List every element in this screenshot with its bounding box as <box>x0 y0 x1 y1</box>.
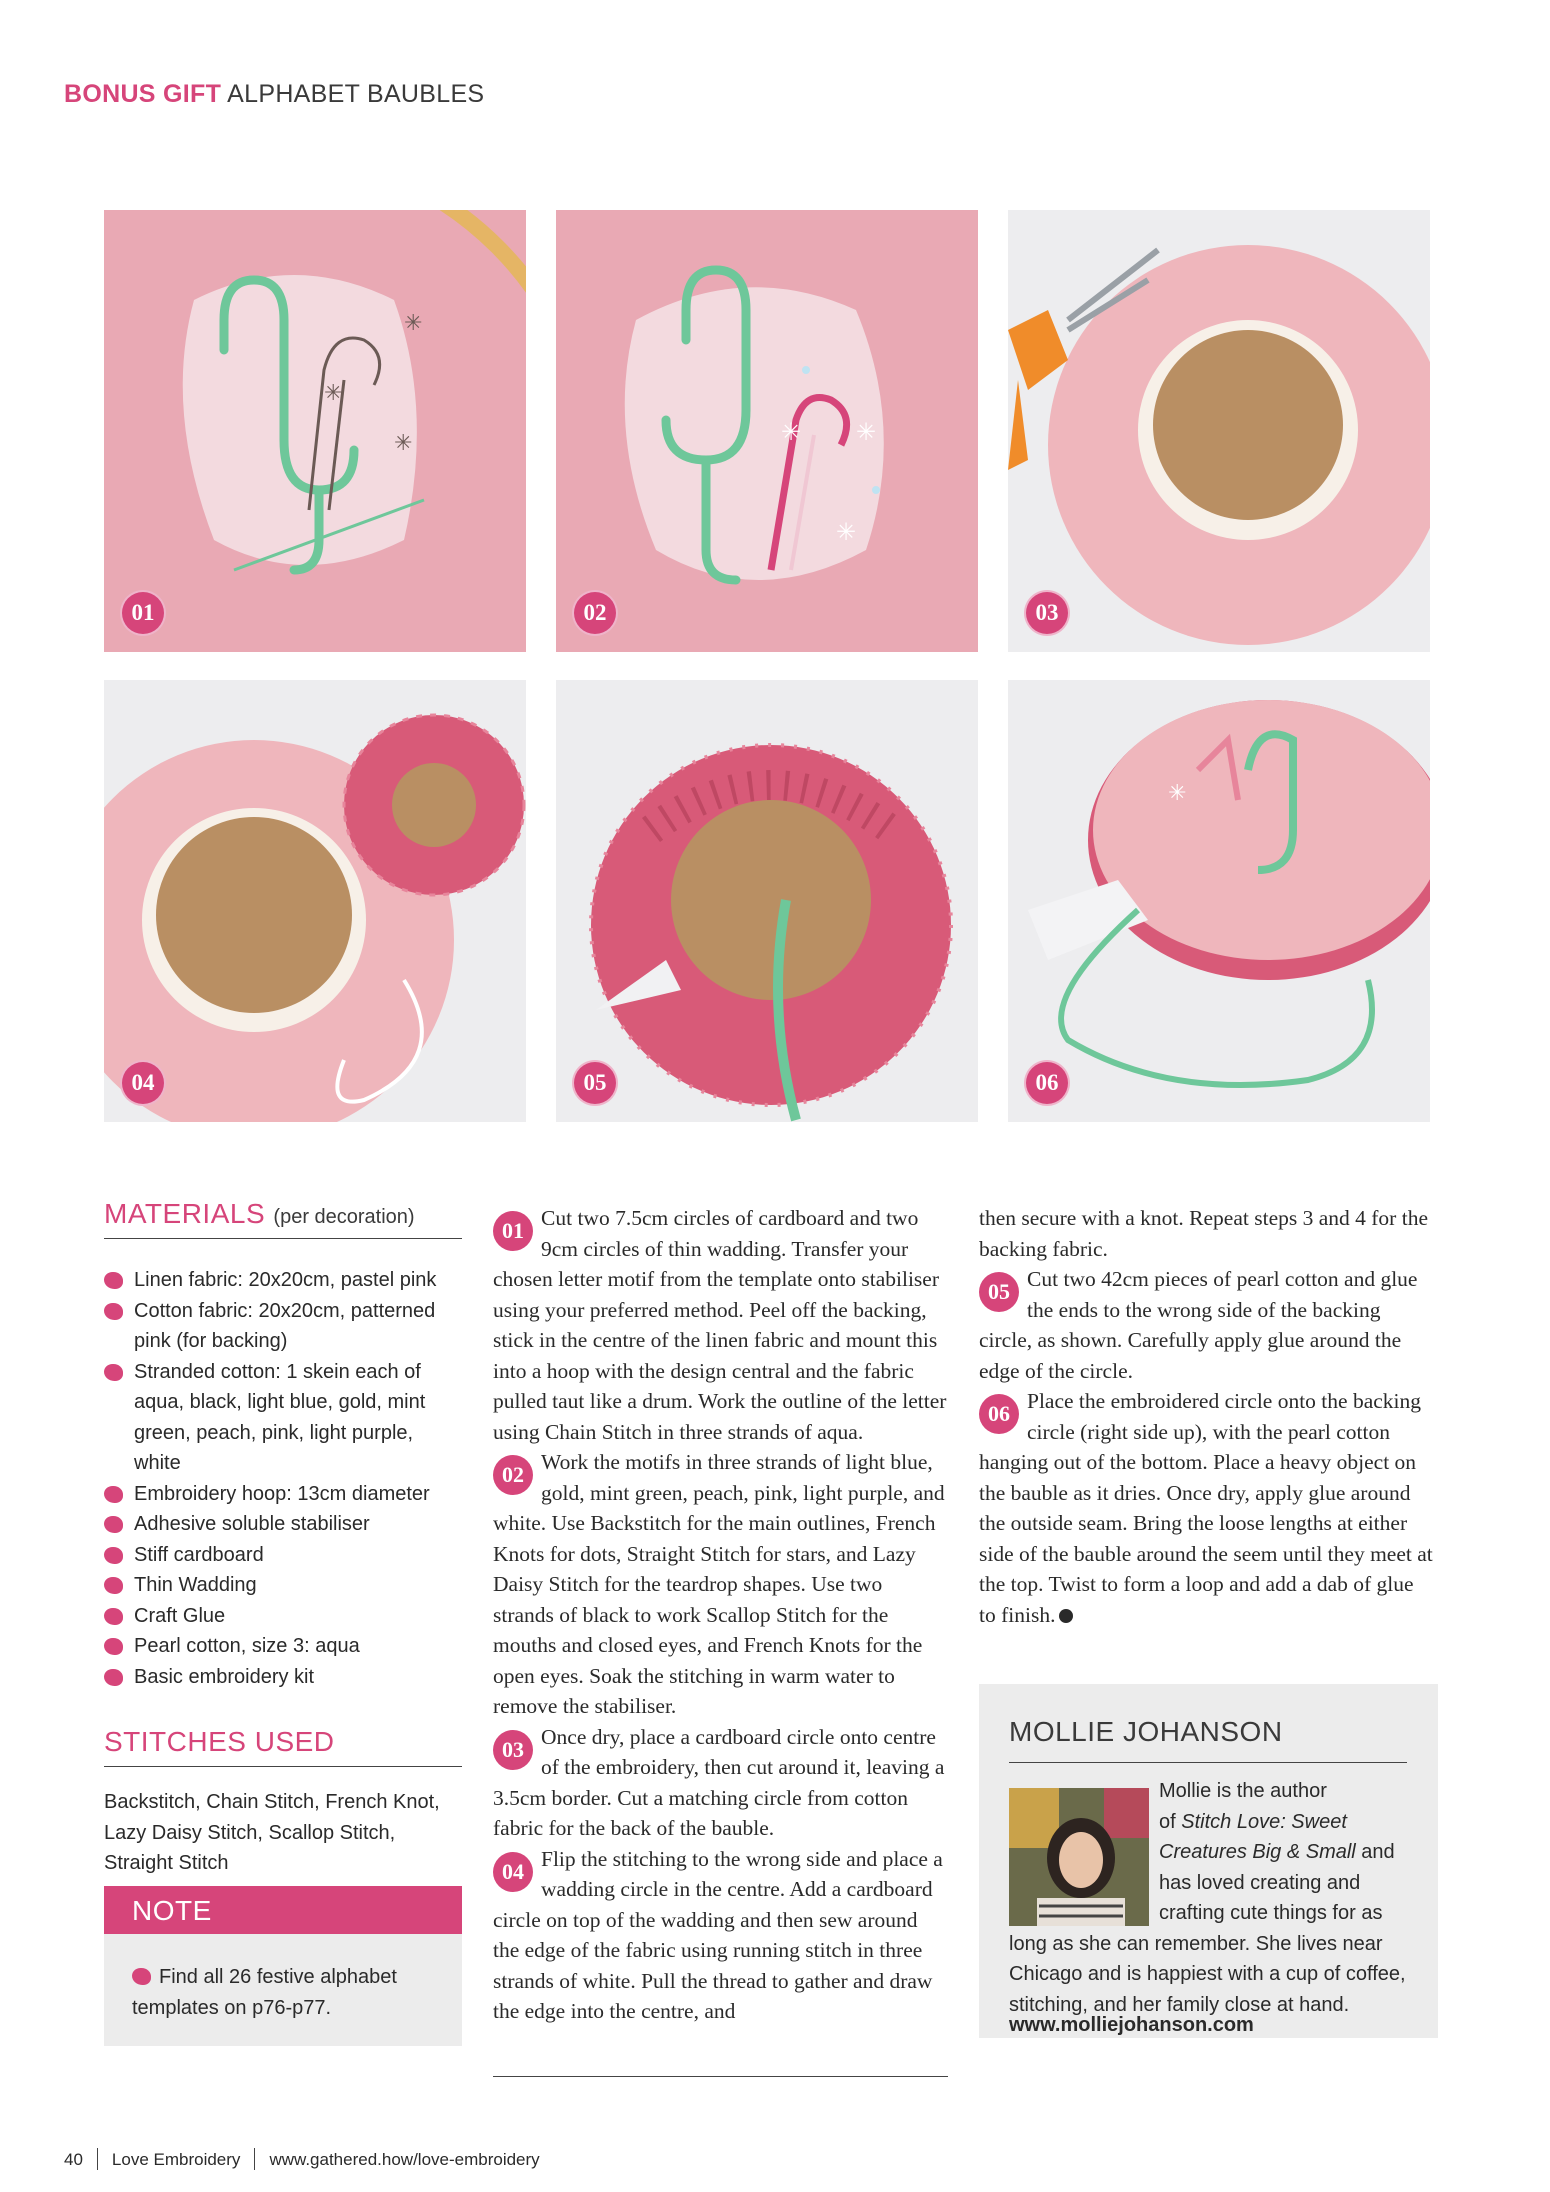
step-badge: 03 <box>493 1730 533 1770</box>
step-03 <box>493 1722 948 1844</box>
bullet-icon <box>104 1364 123 1381</box>
list-item <box>104 1662 462 1693</box>
author-website-link[interactable]: www.molliejohanson.com <box>1009 2014 1254 2036</box>
step-photo-06 <box>1008 680 1430 1122</box>
list-item <box>104 1601 462 1632</box>
step-06 <box>979 1386 1434 1630</box>
material-text: Stiff cardboard <box>134 1543 264 1566</box>
material-text: Thin Wadding <box>134 1574 257 1596</box>
note-text: Find all 26 festive alphabet templates on p76-p77. <box>132 1966 397 2019</box>
material-text: Embroidery hoop: 13cm diameter <box>134 1482 430 1505</box>
author-name: MOLLIE JOHANSON <box>1009 1716 1283 1747</box>
material-text: Adhesive soluble stabiliser <box>134 1513 370 1535</box>
material-text: Pearl cotton, size 3: aqua <box>134 1635 360 1657</box>
bio-line: Mollie is the author <box>1159 1780 1327 1802</box>
step-number-badge: 01 <box>120 590 166 636</box>
divider <box>1009 1762 1407 1763</box>
materials-section <box>104 1198 462 1879</box>
material-text: Stranded cotton: 1 skein each of aqua, black, light blue, gold, mint green, peach, pink, light purple, white <box>134 1360 426 1474</box>
page-number: 40 <box>64 2150 83 2169</box>
step-photo-05 <box>556 680 978 1122</box>
material-text: Linen fabric: 20x20cm, pastel pink <box>134 1269 437 1291</box>
note-title: NOTE <box>104 1886 462 1934</box>
list-item <box>104 1540 462 1571</box>
bullet-icon <box>132 1968 151 1985</box>
list-item <box>104 1479 462 1510</box>
step-02 <box>493 1447 948 1722</box>
step-badge: 04 <box>493 1852 533 1892</box>
bullet-icon <box>104 1486 123 1503</box>
author-bio <box>1009 1776 1409 2020</box>
step-text: Cut two 7.5cm circles of cardboard and two 9cm circles of thin wadding. Transfer your chosen letter motif from the template onto stabiliser using your preferred method. Peel off the backing, stick in the centre of the linen fabric and mount this into a hoop with the design central and the fabric pulled taut like a drum. Work the outline of the letter using Chain Stitch in three strands of aqua. <box>493 1206 947 1444</box>
step-photo-01 <box>104 210 526 652</box>
step-badge: 02 <box>493 1455 533 1495</box>
materials-title: MATERIALS <box>104 1198 266 1229</box>
instructions-column-1 <box>493 1203 948 2027</box>
step-04 <box>493 1844 948 2027</box>
step-badge: 06 <box>979 1394 1019 1434</box>
header-title: ALPHABET BAUBLES <box>227 80 485 108</box>
step-number-badge: 04 <box>120 1060 166 1106</box>
divider <box>104 1238 462 1239</box>
divider <box>104 1766 462 1767</box>
svg-text:✳: ✳ <box>856 419 877 446</box>
materials-heading <box>104 1198 462 1230</box>
list-item <box>104 1509 462 1540</box>
materials-list <box>104 1265 462 1692</box>
step-text: Place the embroidered circle onto the backing circle (right side up), with the pearl cotton hanging out of the bottom. Place a heavy object on the bauble as it dries. Once dry, apply glue around the outside seam. Bring the loose lengths at either side of the bauble around the seem until they meet at the top. Twist to form a loop and add a dab of glue to finish. <box>979 1389 1433 1627</box>
instructions-column-2 <box>979 1203 1434 1630</box>
material-text: Cotton fabric: 20x20cm, patterned pink (for backing) <box>134 1299 436 1352</box>
page-header <box>64 80 484 109</box>
bullet-icon <box>104 1608 123 1625</box>
step-05 <box>979 1264 1434 1386</box>
list-item <box>104 1296 462 1357</box>
bullet-icon <box>104 1638 123 1655</box>
svg-text:✳: ✳ <box>404 310 423 335</box>
stitches-text: Backstitch, Chain Stitch, French Knot, Lazy Daisy Stitch, Scallop Stitch, Straight Stitch <box>104 1791 440 1874</box>
bio-rest: long as she can remember. She lives near Chicago and is happiest with a cup of coffee, stitching, and her family close at hand. <box>1009 1932 1406 2016</box>
step-photo-03 <box>1008 210 1430 652</box>
list-item <box>104 1631 462 1662</box>
divider <box>493 2076 948 2077</box>
list-item <box>104 1570 462 1601</box>
svg-text:✳: ✳ <box>836 519 857 546</box>
bio-line: Creatures Big & Small and <box>1159 1841 1395 1863</box>
note-box <box>104 1886 462 2046</box>
author-bio-box <box>979 1684 1438 2038</box>
step-number-badge: 02 <box>572 590 618 636</box>
step-04-continued: then secure with a knot. Repeat steps 3 and 4 for the backing fabric. <box>979 1206 1428 1261</box>
bullet-icon <box>104 1303 123 1320</box>
footer-url[interactable]: www.gathered.how/love-embroidery <box>269 2150 540 2169</box>
svg-text:✳: ✳ <box>324 380 343 405</box>
bullet-icon <box>104 1516 123 1533</box>
step-01 <box>493 1203 948 1447</box>
step-text: Once dry, place a cardboard circle onto centre of the embroidery, then cut around it, leaving a 3.5cm border. Cut a matching circle from cotton fabric for the back of the bauble. <box>493 1724 945 1840</box>
step-text: Flip the stitching to the wrong side and place a wadding circle in the centre. Add a cardboard circle on top of the wadding and then sew around the edge of the fabric using running stitch in three strands of white. Pull the thread to gather and draw the edge into the centre, and <box>493 1846 943 2023</box>
note-body <box>104 1934 462 2024</box>
materials-subtitle: (per decoration) <box>273 1206 415 1228</box>
step-text: Cut two 42cm pieces of pearl cotton and glue the ends to the wrong side of the backing circle, as shown. Carefully apply glue around the edge of the circle. <box>979 1267 1418 1383</box>
step-number-badge: 05 <box>572 1060 618 1106</box>
step-photo-04 <box>104 680 526 1122</box>
header-highlight: BONUS GIFT <box>64 80 222 108</box>
end-mark-icon <box>1059 1609 1073 1623</box>
step-photo-02 <box>556 210 978 652</box>
bullet-icon <box>104 1547 123 1564</box>
magazine-name: Love Embroidery <box>111 2150 241 2169</box>
divider <box>97 2148 98 2170</box>
material-text: Basic embroidery kit <box>134 1665 315 1688</box>
step-badge: 05 <box>979 1272 1019 1312</box>
bullet-icon <box>104 1577 123 1594</box>
bio-line: has loved creating and <box>1159 1871 1361 1894</box>
bullet-icon <box>104 1272 123 1289</box>
list-item <box>104 1357 462 1479</box>
page-footer <box>64 2148 540 2170</box>
svg-text:✳: ✳ <box>1168 780 1187 805</box>
step-text: Work the motifs in three strands of light blue, gold, mint green, peach, pink, light purple, and white. Use Backstitch for the main outlines, French Knots for dots, Straight Stitch for stars, and Lazy Daisy Stitch for the teardrop shapes. Use two strands of black to work Scallop Stitch for the mouths and closed eyes, and French Knots for the open eyes. Soak the stitching in warm water to remove the stabiliser. <box>493 1450 945 1718</box>
step-number-badge: 03 <box>1024 590 1070 636</box>
bullet-icon <box>104 1669 123 1686</box>
stitches-title: STITCHES USED <box>104 1726 335 1757</box>
svg-text:✳: ✳ <box>781 419 802 446</box>
divider <box>254 2148 255 2170</box>
step-number-badge: 06 <box>1024 1060 1070 1106</box>
svg-text:✳: ✳ <box>394 430 413 455</box>
step-badge: 01 <box>493 1211 533 1251</box>
material-text: Craft Glue <box>134 1604 226 1627</box>
bio-line: of Stitch Love: Sweet <box>1159 1810 1347 1833</box>
list-item <box>104 1265 462 1296</box>
bio-line: crafting cute things for as <box>1159 1902 1383 1924</box>
